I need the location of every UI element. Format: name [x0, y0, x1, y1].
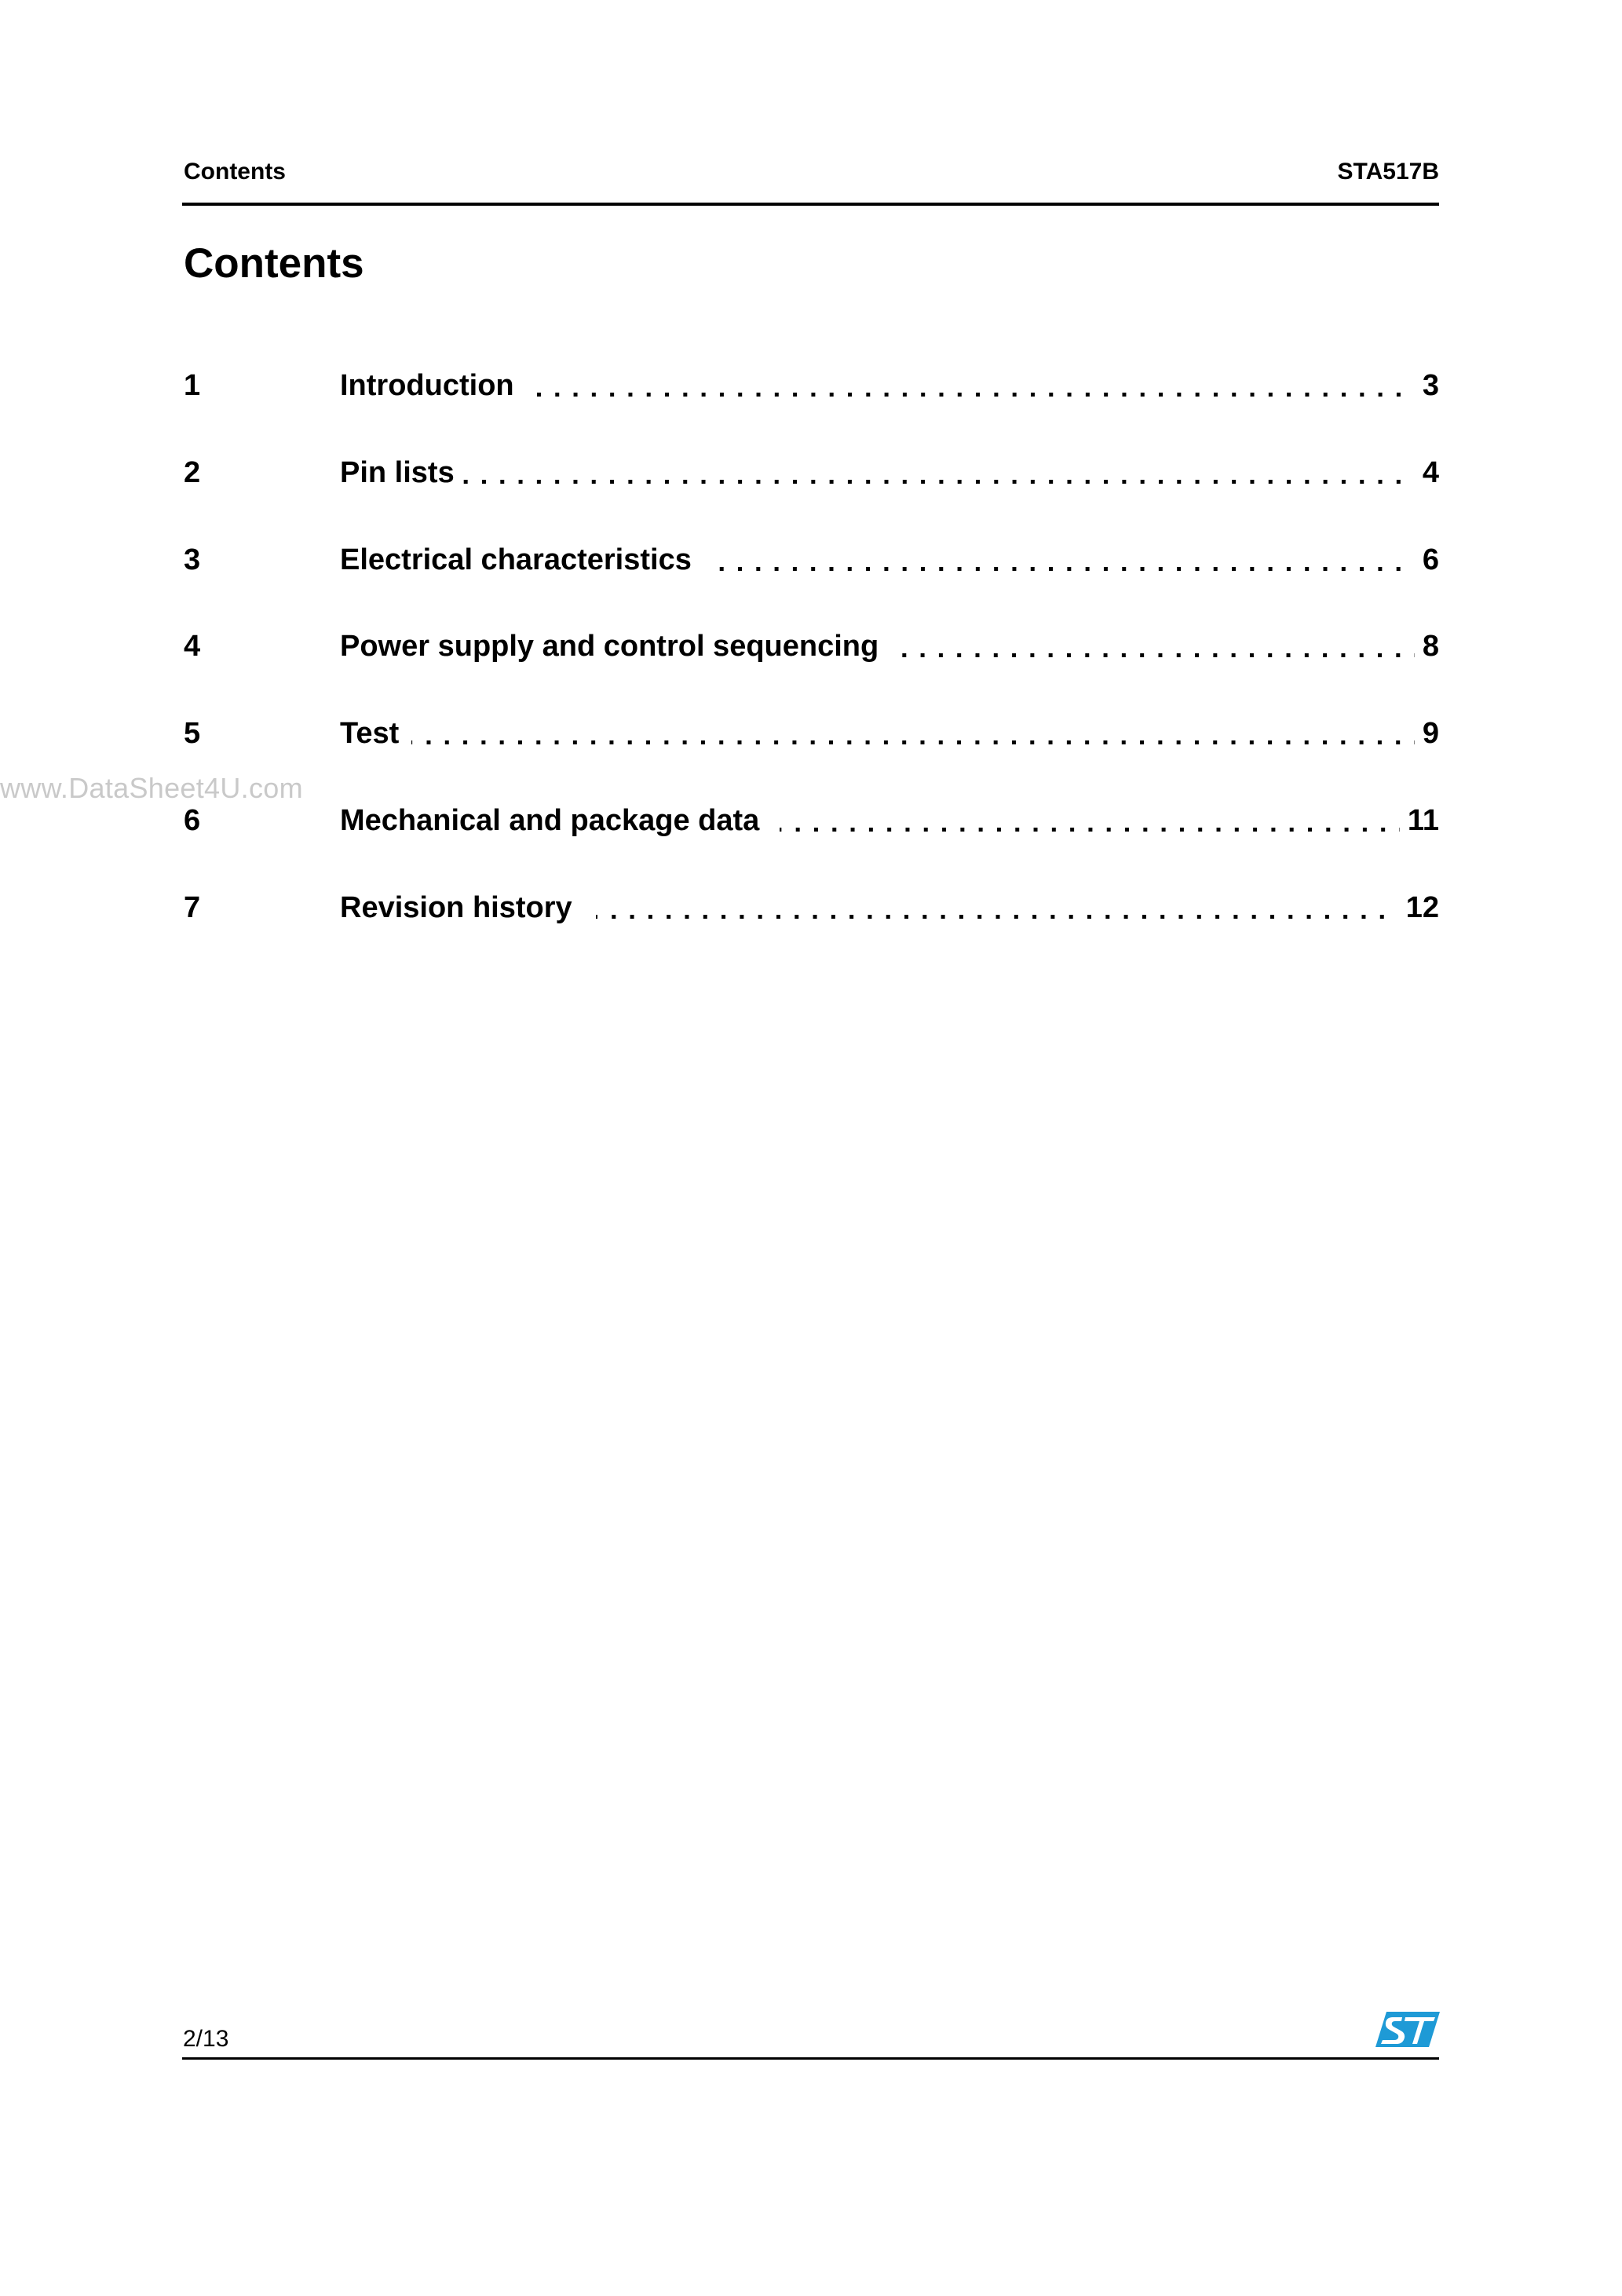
watermark-text: www.DataSheet4U.com [0, 772, 303, 804]
toc-entry-page[interactable]: 3 [1422, 369, 1439, 402]
toc-entry-page[interactable]: 11 [1407, 803, 1439, 837]
page-title: Contents [184, 240, 364, 287]
toc-entry-page[interactable]: 9 [1422, 717, 1439, 751]
toc-entry-page[interactable]: 12 [1405, 890, 1439, 924]
toc-entry-test[interactable] [184, 715, 1439, 803]
toc-entry-pin-lists[interactable] [184, 455, 1439, 542]
dot-leader [462, 479, 1415, 484]
dot-leader [411, 740, 1415, 744]
page-indicator: 2/13 [183, 2026, 229, 2052]
toc-entry-title[interactable]: Mechanical and package data [340, 803, 760, 837]
toc-entry-title[interactable]: Introduction [340, 369, 514, 402]
toc-entry-title[interactable]: Test [340, 717, 400, 751]
toc-entry-number: 3 [184, 543, 201, 576]
running-header-document-id: STA517B [1337, 159, 1439, 185]
toc-entry-page[interactable]: 4 [1422, 455, 1439, 489]
header-divider [182, 203, 1439, 206]
table-of-contents [184, 367, 1439, 977]
toc-entry-mechanical-package-data[interactable] [184, 803, 1439, 890]
toc-entry-number: 7 [184, 890, 201, 924]
toc-entry-number: 5 [184, 717, 201, 751]
toc-entry-title[interactable]: Electrical characteristics [340, 543, 692, 576]
dot-leader [714, 566, 1415, 571]
toc-entry-number: 2 [184, 455, 201, 489]
footer-divider [182, 2057, 1439, 2060]
toc-entry-page[interactable]: 8 [1422, 630, 1439, 664]
dot-leader [528, 392, 1415, 397]
toc-entry-revision-history[interactable] [184, 890, 1439, 977]
toc-entry-power-supply[interactable] [184, 628, 1439, 715]
toc-entry-title[interactable]: Revision history [340, 890, 572, 924]
toc-entry-number: 6 [184, 803, 201, 837]
toc-entry-number: 1 [184, 369, 201, 402]
dot-leader [596, 914, 1398, 919]
toc-entry-page[interactable]: 6 [1422, 543, 1439, 576]
toc-entry-introduction[interactable] [184, 367, 1439, 455]
toc-entry-electrical-characteristics[interactable] [184, 542, 1439, 629]
dot-leader [780, 827, 1400, 832]
running-header-section: Contents [184, 159, 286, 185]
toc-entry-title[interactable]: Pin lists [340, 455, 455, 489]
toc-entry-title[interactable]: Power supply and control sequencing [340, 630, 879, 664]
dot-leader [897, 653, 1415, 657]
st-logo-icon [1375, 2012, 1440, 2047]
toc-entry-number: 4 [184, 630, 201, 664]
